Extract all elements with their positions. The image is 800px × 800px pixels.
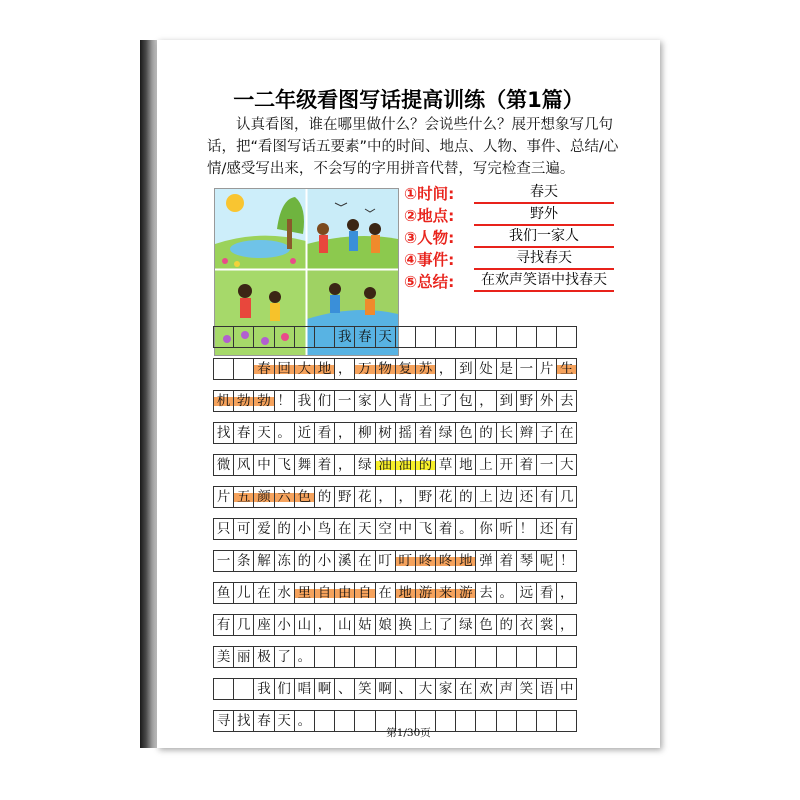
grid-cell: 娘 [375, 614, 396, 636]
grid-cell: 地 [314, 358, 335, 380]
grid-cell: 啊 [314, 678, 335, 700]
grid-cell [435, 646, 456, 668]
grid-cell: 里 [294, 582, 315, 604]
grid-cell: 们 [314, 390, 335, 412]
grid-cell: 呢 [536, 550, 557, 572]
grid-cell: 绿 [354, 454, 375, 476]
grid-cell: 在 [334, 518, 355, 540]
grid-cell: 有 [536, 486, 557, 508]
grid-cell: 。 [294, 646, 315, 668]
grid-cell: 上 [415, 390, 436, 412]
grid-cell: ， [556, 582, 577, 604]
grid-cell [496, 326, 517, 348]
grid-cell: 勃 [253, 390, 274, 412]
grid-cell: 勃 [233, 390, 254, 412]
grid-cell: 衣 [516, 614, 537, 636]
grid-cell: 弹 [475, 550, 496, 572]
grid-cell: 物 [375, 358, 396, 380]
grid-cell [233, 678, 254, 700]
grid-cell: 欢 [475, 678, 496, 700]
grid-cell: 、 [334, 678, 355, 700]
grid-cell: 的 [274, 518, 295, 540]
grid-cell: 中 [556, 678, 577, 700]
grid-cell: 地 [395, 582, 416, 604]
grid-cell: 油 [375, 454, 396, 476]
grid-cell [213, 678, 234, 700]
grid-cell: 、 [395, 678, 416, 700]
grid-cell: 天 [274, 710, 295, 732]
grid-cell: 风 [233, 454, 254, 476]
grid-cell: 生 [556, 358, 577, 380]
grid-cell: 边 [496, 486, 517, 508]
grid-cell: 来 [435, 582, 456, 604]
grid-cell: 自 [314, 582, 335, 604]
grid-cell: 几 [233, 614, 254, 636]
grid-cell: 琴 [516, 550, 537, 572]
grid-cell: 万 [354, 358, 375, 380]
grid-cell [314, 326, 335, 348]
grid-cell: 近 [294, 422, 315, 444]
grid-cell: 极 [253, 646, 274, 668]
grid-cell: 到 [455, 358, 476, 380]
grid-cell [395, 326, 416, 348]
grid-row [213, 486, 577, 508]
grid-cell: 还 [516, 486, 537, 508]
grid-cell: 叮 [395, 550, 416, 572]
grid-cell: 着 [516, 454, 537, 476]
grid-cell: 你 [475, 518, 496, 540]
grid-cell: 飞 [274, 454, 295, 476]
grid-cell: 了 [274, 646, 295, 668]
grid-cell: ， [314, 614, 335, 636]
grid-cell: 着 [415, 422, 436, 444]
element-value: 春天 [474, 183, 614, 204]
grid-cell [516, 326, 537, 348]
grid-cell: 在 [253, 582, 274, 604]
grid-cell: 了 [435, 614, 456, 636]
element-row-time [404, 182, 614, 204]
grid-cell: 还 [536, 518, 557, 540]
grid-cell: 子 [536, 422, 557, 444]
grid-row [213, 518, 577, 540]
grid-cell: 的 [415, 454, 436, 476]
grid-cell [233, 326, 254, 348]
grid-cell: 到 [496, 390, 517, 412]
grid-cell: 大 [556, 454, 577, 476]
grid-row [213, 326, 577, 348]
element-value: 在欢声笑语中找春天 [474, 271, 614, 292]
grid-cell: 草 [435, 454, 456, 476]
element-value: 我们一家人 [474, 227, 614, 248]
grid-cell: 中 [253, 454, 274, 476]
grid-cell: ！ [516, 518, 537, 540]
grid-cell: 复 [395, 358, 416, 380]
grid-cell [536, 326, 557, 348]
grid-cell: 裳 [536, 614, 557, 636]
grid-cell: 唱 [294, 678, 315, 700]
grid-cell: 五 [233, 486, 254, 508]
grid-cell [556, 326, 577, 348]
grid-cell: 片 [536, 358, 557, 380]
grid-cell [435, 326, 456, 348]
grid-cell: 山 [334, 614, 355, 636]
grid-cell [314, 646, 335, 668]
grid-cell: 找 [213, 422, 234, 444]
grid-cell: 一 [536, 454, 557, 476]
grid-row [213, 646, 577, 668]
grid-cell: 有 [213, 614, 234, 636]
grid-cell: 的 [475, 422, 496, 444]
grid-cell: 飞 [415, 518, 436, 540]
grid-cell [496, 646, 517, 668]
grid-cell: 色 [455, 422, 476, 444]
grid-cell: 地 [455, 550, 476, 572]
grid-cell: 回 [274, 358, 295, 380]
grid-cell: 春 [354, 326, 375, 348]
element-value: 寻找春天 [474, 249, 614, 270]
grid-cell: 笑 [354, 678, 375, 700]
grid-cell: ， [375, 486, 396, 508]
grid-cell: 可 [233, 518, 254, 540]
grid-cell [395, 646, 416, 668]
grid-cell: 咚 [435, 550, 456, 572]
grid-cell: ！ [274, 390, 295, 412]
grid-cell: 春 [253, 710, 274, 732]
grid-cell: 游 [415, 582, 436, 604]
grid-cell: 着 [435, 518, 456, 540]
grid-cell: 有 [556, 518, 577, 540]
grid-cell: 语 [536, 678, 557, 700]
page-number: 第1/30页 [386, 727, 431, 739]
grid-row [213, 358, 577, 380]
grid-cell: 天 [354, 518, 375, 540]
grid-cell: 小 [314, 550, 335, 572]
grid-cell [334, 646, 355, 668]
element-row-summary [404, 270, 614, 292]
grid-cell: 声 [496, 678, 517, 700]
grid-cell: 柳 [354, 422, 375, 444]
grid-row [213, 614, 577, 636]
grid-cell: 条 [233, 550, 254, 572]
grid-cell [375, 646, 396, 668]
grid-cell: 微 [213, 454, 234, 476]
grid-cell [253, 326, 274, 348]
grid-cell: 中 [395, 518, 416, 540]
grid-cell: 叮 [375, 550, 396, 572]
instructions-text: 认真看图，谁在哪里做什么？会说些什么？展开想象写几句话，把“看图写话五要素”中的时间、地点、人物、事件、总结/心情/感受写出来，不会写的字用拼音代替，写完检查三遍。 [207, 117, 619, 177]
grid-row [213, 454, 577, 476]
grid-cell: 家 [354, 390, 375, 412]
grid-cell: 着 [314, 454, 335, 476]
grid-cell: 野 [334, 486, 355, 508]
grid-cell: 溪 [334, 550, 355, 572]
grid-cell: 色 [475, 614, 496, 636]
grid-cell: 只 [213, 518, 234, 540]
grid-cell: 六 [274, 486, 295, 508]
page-title: 一二年级看图写话提高训练（第1篇） [233, 88, 584, 112]
grid-cell: 我 [334, 326, 355, 348]
grid-cell: 儿 [233, 582, 254, 604]
grid-cell: 空 [375, 518, 396, 540]
grid-cell: 去 [556, 390, 577, 412]
grid-row [213, 422, 577, 444]
grid-cell: ， [556, 614, 577, 636]
element-label: ②地点: [404, 207, 455, 225]
element-label: ④事件: [404, 251, 455, 269]
grid-cell: 树 [375, 422, 396, 444]
grid-cell: 咚 [415, 550, 436, 572]
grid-cell: 一 [516, 358, 537, 380]
grid-cell: 寻 [213, 710, 234, 732]
five-elements-list [404, 182, 614, 292]
grid-cell [354, 646, 375, 668]
grid-cell: 苏 [415, 358, 436, 380]
grid-cell: 小 [274, 614, 295, 636]
grid-cell: 了 [435, 390, 456, 412]
grid-cell: 鱼 [213, 582, 234, 604]
grid-cell: 油 [395, 454, 416, 476]
grid-cell: 看 [314, 422, 335, 444]
grid-cell [213, 358, 234, 380]
grid-cell: 机 [213, 390, 234, 412]
grid-cell: 的 [294, 550, 315, 572]
grid-cell: ， [334, 358, 355, 380]
grid-cell: 大 [294, 358, 315, 380]
grid-cell: 游 [455, 582, 476, 604]
grid-cell [536, 646, 557, 668]
grid-cell [415, 326, 436, 348]
grid-cell: 开 [496, 454, 517, 476]
grid-cell: 自 [354, 582, 375, 604]
grid-cell: 天 [253, 422, 274, 444]
grid-cell: ， [334, 422, 355, 444]
grid-cell: 笑 [516, 678, 537, 700]
grid-cell: 长 [496, 422, 517, 444]
grid-cell: 看 [536, 582, 557, 604]
grid-cell: 的 [496, 614, 517, 636]
grid-cell: 啊 [375, 678, 396, 700]
grid-cell: 们 [274, 678, 295, 700]
grid-cell: 摇 [395, 422, 416, 444]
grid-row [213, 582, 577, 604]
grid-cell [455, 646, 476, 668]
grid-cell: 是 [496, 358, 517, 380]
grid-row [213, 678, 577, 700]
grid-row [213, 390, 577, 412]
grid-cell [516, 646, 537, 668]
grid-cell: 野 [415, 486, 436, 508]
grid-cell: 山 [294, 614, 315, 636]
grid-cell: 我 [253, 678, 274, 700]
grid-cell: 在 [455, 678, 476, 700]
grid-cell: 地 [455, 454, 476, 476]
grid-cell: 爱 [253, 518, 274, 540]
grid-cell: 辫 [516, 422, 537, 444]
grid-cell: 片 [213, 486, 234, 508]
grid-cell: 人 [375, 390, 396, 412]
grid-cell: 解 [253, 550, 274, 572]
grid-cell: 听 [496, 518, 517, 540]
grid-cell: 在 [556, 422, 577, 444]
grid-cell: 冻 [274, 550, 295, 572]
grid-cell: 找 [233, 710, 254, 732]
grid-cell: 舞 [294, 454, 315, 476]
element-row-place [404, 204, 614, 226]
element-label: ③人物: [404, 229, 455, 247]
grid-cell: 换 [395, 614, 416, 636]
grid-cell: 着 [496, 550, 517, 572]
grid-cell: 水 [274, 582, 295, 604]
grid-cell [475, 646, 496, 668]
grid-cell: 色 [294, 486, 315, 508]
grid-cell: 几 [556, 486, 577, 508]
grid-cell: 绿 [455, 614, 476, 636]
grid-cell: 一 [334, 390, 355, 412]
grid-cell [294, 326, 315, 348]
grid-cell: ， [475, 390, 496, 412]
grid-cell: 上 [475, 454, 496, 476]
element-row-people [404, 226, 614, 248]
grid-cell: ， [435, 358, 456, 380]
grid-cell: 姑 [354, 614, 375, 636]
grid-cell: 。 [294, 710, 315, 732]
grid-cell: 座 [253, 614, 274, 636]
grid-cell: 花 [435, 486, 456, 508]
grid-cell [233, 358, 254, 380]
grid-cell: 颜 [253, 486, 274, 508]
grid-cell: 。 [496, 582, 517, 604]
grid-cell [213, 326, 234, 348]
grid-cell: 春 [233, 422, 254, 444]
grid-cell: 的 [455, 486, 476, 508]
grid-cell: 丽 [233, 646, 254, 668]
grid-cell: ， [334, 454, 355, 476]
grid-cell: 背 [395, 390, 416, 412]
grid-cell: 由 [334, 582, 355, 604]
grid-cell: ， [395, 486, 416, 508]
grid-cell: 上 [415, 614, 436, 636]
grid-cell: 我 [294, 390, 315, 412]
grid-cell: 一 [213, 550, 234, 572]
element-row-event [404, 248, 614, 270]
grid-row [213, 550, 577, 572]
grid-cell: 鸟 [314, 518, 335, 540]
instructions [207, 114, 627, 180]
grid-cell: 。 [455, 518, 476, 540]
grid-cell: 远 [516, 582, 537, 604]
grid-cell: 处 [475, 358, 496, 380]
grid-cell: 天 [375, 326, 396, 348]
grid-cell: 美 [213, 646, 234, 668]
element-label: ⑤总结: [404, 273, 455, 291]
grid-cell [415, 646, 436, 668]
worksheet-page [157, 40, 660, 748]
grid-cell: 去 [475, 582, 496, 604]
grid-cell [475, 326, 496, 348]
grid-cell: 包 [455, 390, 476, 412]
grid-cell: 上 [475, 486, 496, 508]
grid-cell: 在 [375, 582, 396, 604]
grid-cell [556, 646, 577, 668]
grid-cell: ！ [556, 550, 577, 572]
grid-cell: 。 [274, 422, 295, 444]
element-value: 野外 [474, 205, 614, 226]
grid-cell: 野 [516, 390, 537, 412]
grid-cell [274, 326, 295, 348]
grid-cell: 家 [435, 678, 456, 700]
element-label: ①时间: [404, 185, 455, 203]
grid-cell: 在 [354, 550, 375, 572]
grid-cell: 外 [536, 390, 557, 412]
grid-cell: 春 [253, 358, 274, 380]
writing-grid [213, 326, 577, 742]
grid-cell: 的 [314, 486, 335, 508]
grid-cell: 绿 [435, 422, 456, 444]
grid-cell [455, 326, 476, 348]
grid-cell: 大 [415, 678, 436, 700]
grid-cell: 花 [354, 486, 375, 508]
grid-cell: 小 [294, 518, 315, 540]
